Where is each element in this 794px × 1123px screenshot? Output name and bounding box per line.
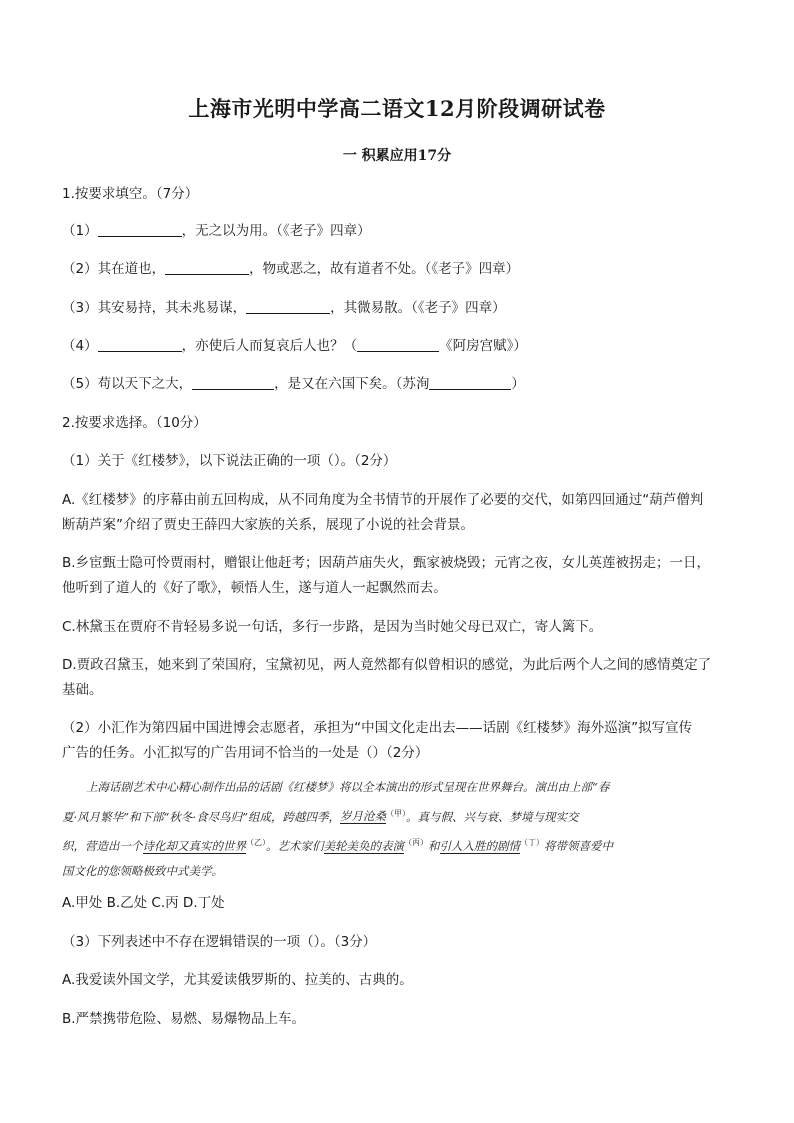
item-text: ） — [511, 376, 525, 392]
sub3-option-b: B.严禁携带危险、易燃、易爆物品上车。 — [62, 1011, 306, 1027]
option-d-line-1: D.贾政召黛玉，她来到了荣国府，宝黛初见，两人竟然都有似曾相识的感觉，为此后两个人之间的感情奠定了 — [62, 657, 712, 673]
item-text: ，是又在六国下矣。（苏洵 — [274, 376, 430, 392]
passage-text: 。真与假、兴与衰、梦境与现实交 — [405, 809, 579, 824]
answer-blank[interactable] — [98, 222, 182, 237]
answer-blank[interactable] — [165, 260, 249, 275]
option-a-line-1: A.《红楼梦》的序幕由前五回构成，从不同角度为全书情节的开展作了必要的交代，如第四回通过“葫芦僧判 — [62, 492, 704, 508]
passage-text: 和 — [428, 838, 440, 853]
item-text: 《阿房宫赋》） — [439, 338, 527, 354]
item-text: 苟以天下之大， — [97, 376, 193, 392]
passage-text: 上海话剧艺术中心精心制作出品的话剧《红楼梦》将以全本演出的形式呈现在世界舞台。演出由上部“春 — [86, 780, 610, 794]
item-text: ，其微易散。（《老子》四章） — [330, 300, 506, 316]
answer-blank[interactable] — [98, 337, 182, 352]
q1-item-1 — [62, 220, 371, 242]
marker-jia: （甲） — [385, 808, 406, 818]
q1-item-4 — [62, 335, 527, 357]
marked-phrase-yi: 诗化却又真实的世界 — [142, 838, 246, 853]
marker-yi: （乙） — [246, 837, 266, 847]
marked-phrase-ding: 引人入胜的剧情 — [439, 838, 520, 853]
item-text: ，无之以为用。（《老子》四章） — [181, 223, 371, 239]
answer-blank[interactable] — [429, 375, 511, 390]
option-b-line-2: 他听到了道人的《好了歌》，顿悟人生，遂与道人一起飘然而去。 — [62, 580, 447, 596]
q2-sub2-options: A.甲处 B.乙处 C.丙 D.丁处 — [62, 895, 225, 911]
passage-text: 夏·风月繁华”和下部“秋冬·食尽鸟归”组成，跨越四季， — [62, 809, 340, 824]
item-number: （1） — [62, 223, 98, 239]
q1-heading: 1.按要求填空。（7分） — [62, 186, 199, 202]
exam-title: 上海市光明中学高二语文12月阶段调研试卷 — [188, 96, 606, 121]
item-text: 其安易持，其未兆易谋， — [97, 300, 247, 316]
sub3-option-a: A.我爱读外国文学，尤其爱读俄罗斯的、拉美的、古典的。 — [62, 972, 413, 988]
option-d-line-2: 基础。 — [62, 682, 103, 698]
q1-item-3 — [62, 297, 506, 319]
q2-sub2-question-line-1: （2）小汇作为第四届中国进博会志愿者，承担为“中国文化走出去——话剧《红楼梦》海外巡演”拟写宣传 — [62, 720, 693, 736]
q1-item-5 — [62, 373, 525, 395]
section-heading: 一 积累应用17分 — [342, 148, 452, 164]
item-text: ，亦使后人而复哀后人也？（ — [181, 338, 358, 354]
answer-blank[interactable] — [246, 299, 330, 314]
marked-phrase-jia: 岁月沧桑 — [339, 809, 386, 824]
option-c: C.林黛玉在贾府不肯轻易多说一句话，多行一步路，是因为当时她父母已双亡，寄人篱下。 — [62, 619, 603, 635]
passage-text: 国文化的您领略极致中式美学。 — [62, 864, 223, 879]
answer-blank[interactable] — [357, 337, 439, 352]
item-number: （3） — [62, 300, 98, 316]
marker-ding: （丁） — [520, 837, 544, 847]
advert-passage — [62, 775, 734, 885]
passage-text: 。艺术家们 — [266, 838, 324, 853]
q1-item-2 — [62, 258, 519, 280]
q2-sub1-question: （1）关于《红楼梦》，以下说法正确的一项（）。（2分） — [62, 453, 397, 469]
item-number: （2） — [62, 261, 98, 277]
item-text: 其在道也， — [97, 261, 166, 277]
option-b-line-1: B.乡宦甄士隐可怜贾雨村，赠银让他赶考；因葫芦庙失火，甄家被烧毁；元宵之夜，女儿英莲被拐走；一日， — [62, 555, 711, 571]
option-a-line-2: 断葫芦案”介绍了贾史王薛四大家族的关系，展现了小说的社会背景。 — [62, 517, 474, 533]
passage-text: 将带领喜爱中 — [544, 838, 613, 853]
marked-phrase-bing: 美轮美奂的表演 — [323, 838, 404, 853]
q2-sub2-question-line-2: 广告的任务。小汇拟写的广告用词不恰当的一处是（）（2分） — [62, 745, 429, 761]
item-number: （4） — [62, 338, 98, 354]
q2-sub3-question: （3）下列表述中不存在逻辑错误的一项（）。（3分） — [62, 934, 377, 950]
passage-text: 织，营造出一个 — [62, 838, 143, 853]
marker-bing: （丙） — [404, 837, 428, 847]
answer-blank[interactable] — [192, 375, 274, 390]
item-number: （5） — [62, 376, 98, 392]
q2-heading: 2.按要求选择。（10分） — [62, 415, 207, 431]
item-text: ，物或恶之，故有道者不处。（《老子》四章） — [249, 261, 520, 277]
